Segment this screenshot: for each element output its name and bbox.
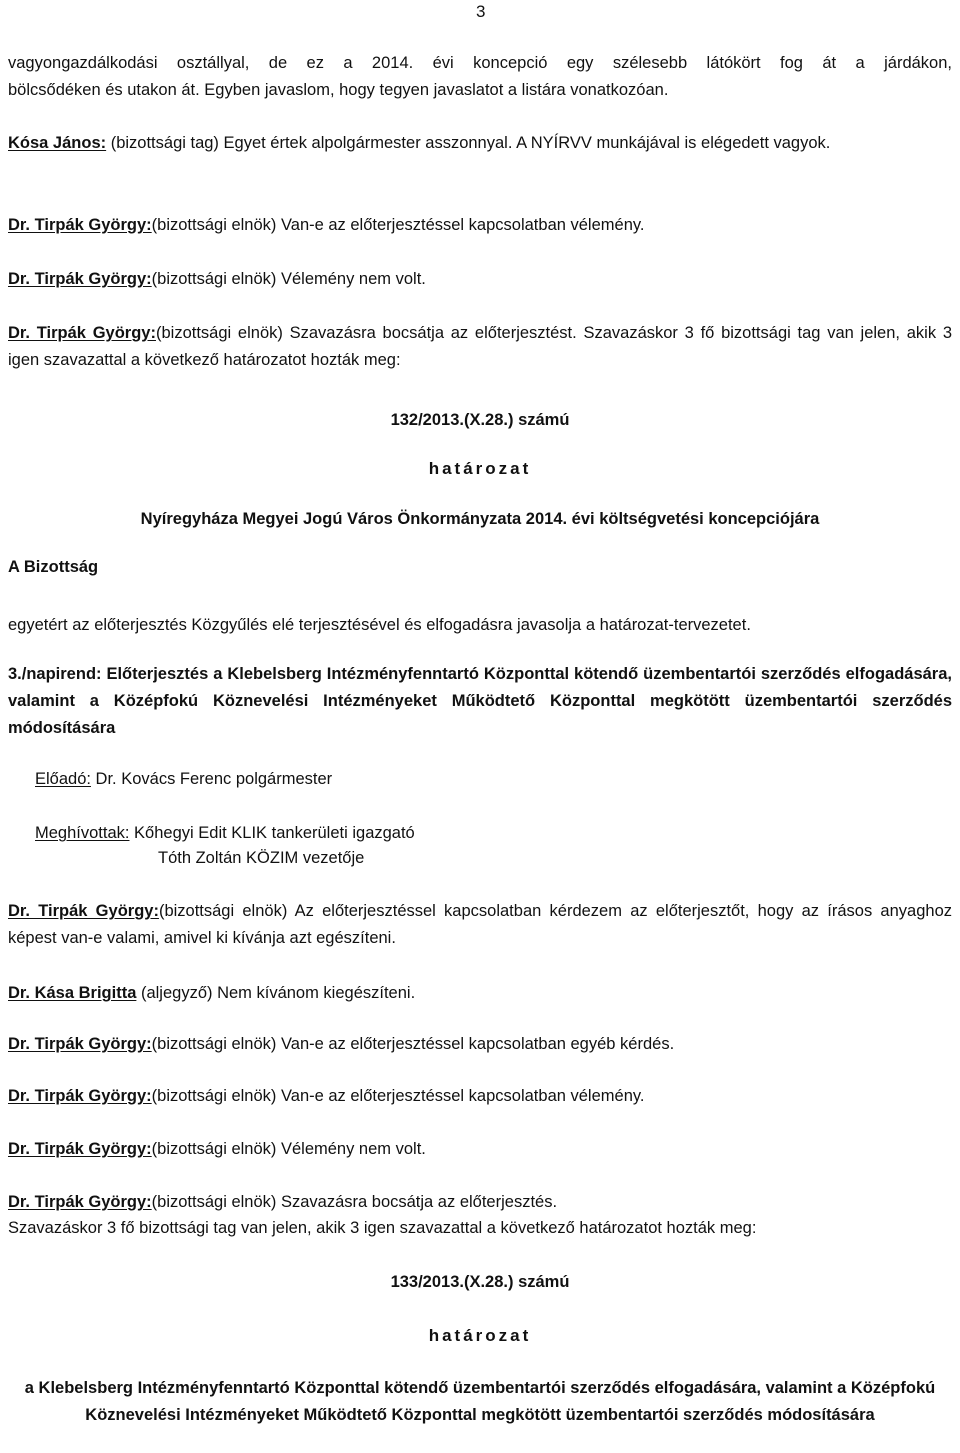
presenter-name: Dr. Kovács Ferenc polgármester	[90, 770, 333, 788]
paragraph-tirpak-4	[8, 898, 952, 952]
paragraph-vote-line: Szavazáskor 3 fő bizottsági tag van jelen, akik 3 igen szavazattal a következő határozatot hozták meg:	[8, 1219, 757, 1237]
paragraph-tirpak-2	[8, 266, 952, 293]
resolution-subject: Nyíregyháza Megyei Jogú Város Önkormányzata 2014. évi költségvetési koncepciójára	[140, 510, 820, 528]
speech-text: (bizottsági elnök) Szavazásra bocsátja az előterjesztés.	[151, 1193, 558, 1211]
speaker-name: Dr. Tirpák György:	[8, 1035, 152, 1053]
speech-text: (bizottsági tag) Egyet értek alpolgármester asszonnyal. A NYÍRVV munkájával is elégedett vagyok.	[106, 134, 831, 152]
speaker-name: Dr. Tirpák György:	[8, 1193, 152, 1211]
speech-text: (bizottsági elnök) Van-e az előterjesztéssel kapcsolatban vélemény.	[151, 1087, 645, 1105]
resolution-number: 133/2013.(X.28.) számú	[390, 1273, 570, 1291]
speaker-name: Dr. Kása Brigitta	[8, 984, 137, 1002]
presenter-line	[35, 766, 935, 793]
speaker-name: Dr. Tirpák György:	[8, 324, 156, 342]
speech-text: (bizottsági elnök) Szavazásra bocsátja az előterjesztést. Szavazáskor 3 fő bizottsági tag van jelen, akik 3 igen szavazattal a következő határozatot hozták meg:	[8, 324, 952, 369]
speaker-name: Dr. Tirpák György:	[8, 902, 159, 920]
speaker-name: Kósa János:	[8, 134, 107, 152]
paragraph-kasa	[8, 980, 952, 1007]
paragraph-tirpak-3	[8, 320, 952, 374]
invited-person-1: Kőhegyi Edit KLIK tankerületi igazgató	[129, 824, 415, 842]
resolution-subject: a Klebelsberg Intézményfenntartó Központtal kötendő üzembentartói szerződés elfogadására, valamint a Középfokú Köznevelési Intézményeket Működtető Központtal megkötött üzembentartói szerződés módosítására	[24, 1379, 936, 1424]
speaker-name: Dr. Tirpák György:	[8, 1140, 152, 1158]
invited-label: Meghívottak:	[35, 824, 130, 842]
speaker-name: Dr. Tirpák György:	[8, 1087, 152, 1105]
resolution-body-label: A Bizottság	[8, 558, 99, 576]
paragraph-tirpak-7	[8, 1136, 952, 1163]
invited-line	[35, 820, 935, 847]
agenda-title: 3./napirend: Előterjesztés a Klebelsberg Intézményfenntartó Központtal kötendő üzembentartói szerződés elfogadására, valamint a Középfokú Köznevelési Intézményeket Működtető Központtal megkötött üzembentartói szerződés módosítására	[8, 665, 952, 737]
invited-person-2: Tóth Zoltán KÖZIM vezetője	[158, 849, 365, 867]
speech-text: (bizottsági elnök) Vélemény nem volt.	[151, 1140, 426, 1158]
page-number: 3	[476, 2, 486, 21]
resolution-number: 132/2013.(X.28.) számú	[390, 411, 570, 429]
speech-text: (bizottsági elnök) Van-e az előterjesztéssel kapcsolatban vélemény.	[151, 216, 645, 234]
speech-text: (bizottsági elnök) Van-e az előterjesztéssel kapcsolatban egyéb kérdés.	[151, 1035, 675, 1053]
speaker-name: Dr. Tirpák György:	[8, 270, 152, 288]
paragraph-tirpak-1	[8, 212, 952, 239]
paragraph-tirpak-5	[8, 1031, 952, 1058]
paragraph-tirpak-6	[8, 1083, 952, 1110]
paragraph-intro-line1: vagyongazdálkodási osztállyal, de ez a 2014. évi koncepció egy szélesebb látókört fog át a járdákon,	[8, 54, 952, 72]
resolution-heading: határozat	[428, 1326, 532, 1345]
speaker-name: Dr. Tirpák György:	[8, 216, 152, 234]
presenter-label: Előadó:	[35, 770, 91, 788]
resolution-heading: határozat	[428, 459, 532, 478]
paragraph-kosa	[8, 130, 952, 157]
paragraph-intro-line2: bölcsődéken és utakon át. Egyben javaslom, hogy tegyen javaslatot a listára vonatkozóan.	[8, 81, 669, 99]
resolution-decision: egyetért az előterjesztés Közgyűlés elé terjesztésével és elfogadásra javasolja a határozat-tervezetet.	[8, 616, 751, 634]
speech-text: (bizottsági elnök) Az előterjesztéssel kapcsolatban kérdezem az előterjesztőt, hogy az írásos anyaghoz képest van-e valami, amivel ki kívánja azt egészíteni.	[8, 902, 952, 947]
speech-text: (bizottsági elnök) Vélemény nem volt.	[151, 270, 426, 288]
paragraph-tirpak-8	[8, 1189, 952, 1216]
speech-text: (aljegyző) Nem kívánom kiegészíteni.	[136, 984, 416, 1002]
